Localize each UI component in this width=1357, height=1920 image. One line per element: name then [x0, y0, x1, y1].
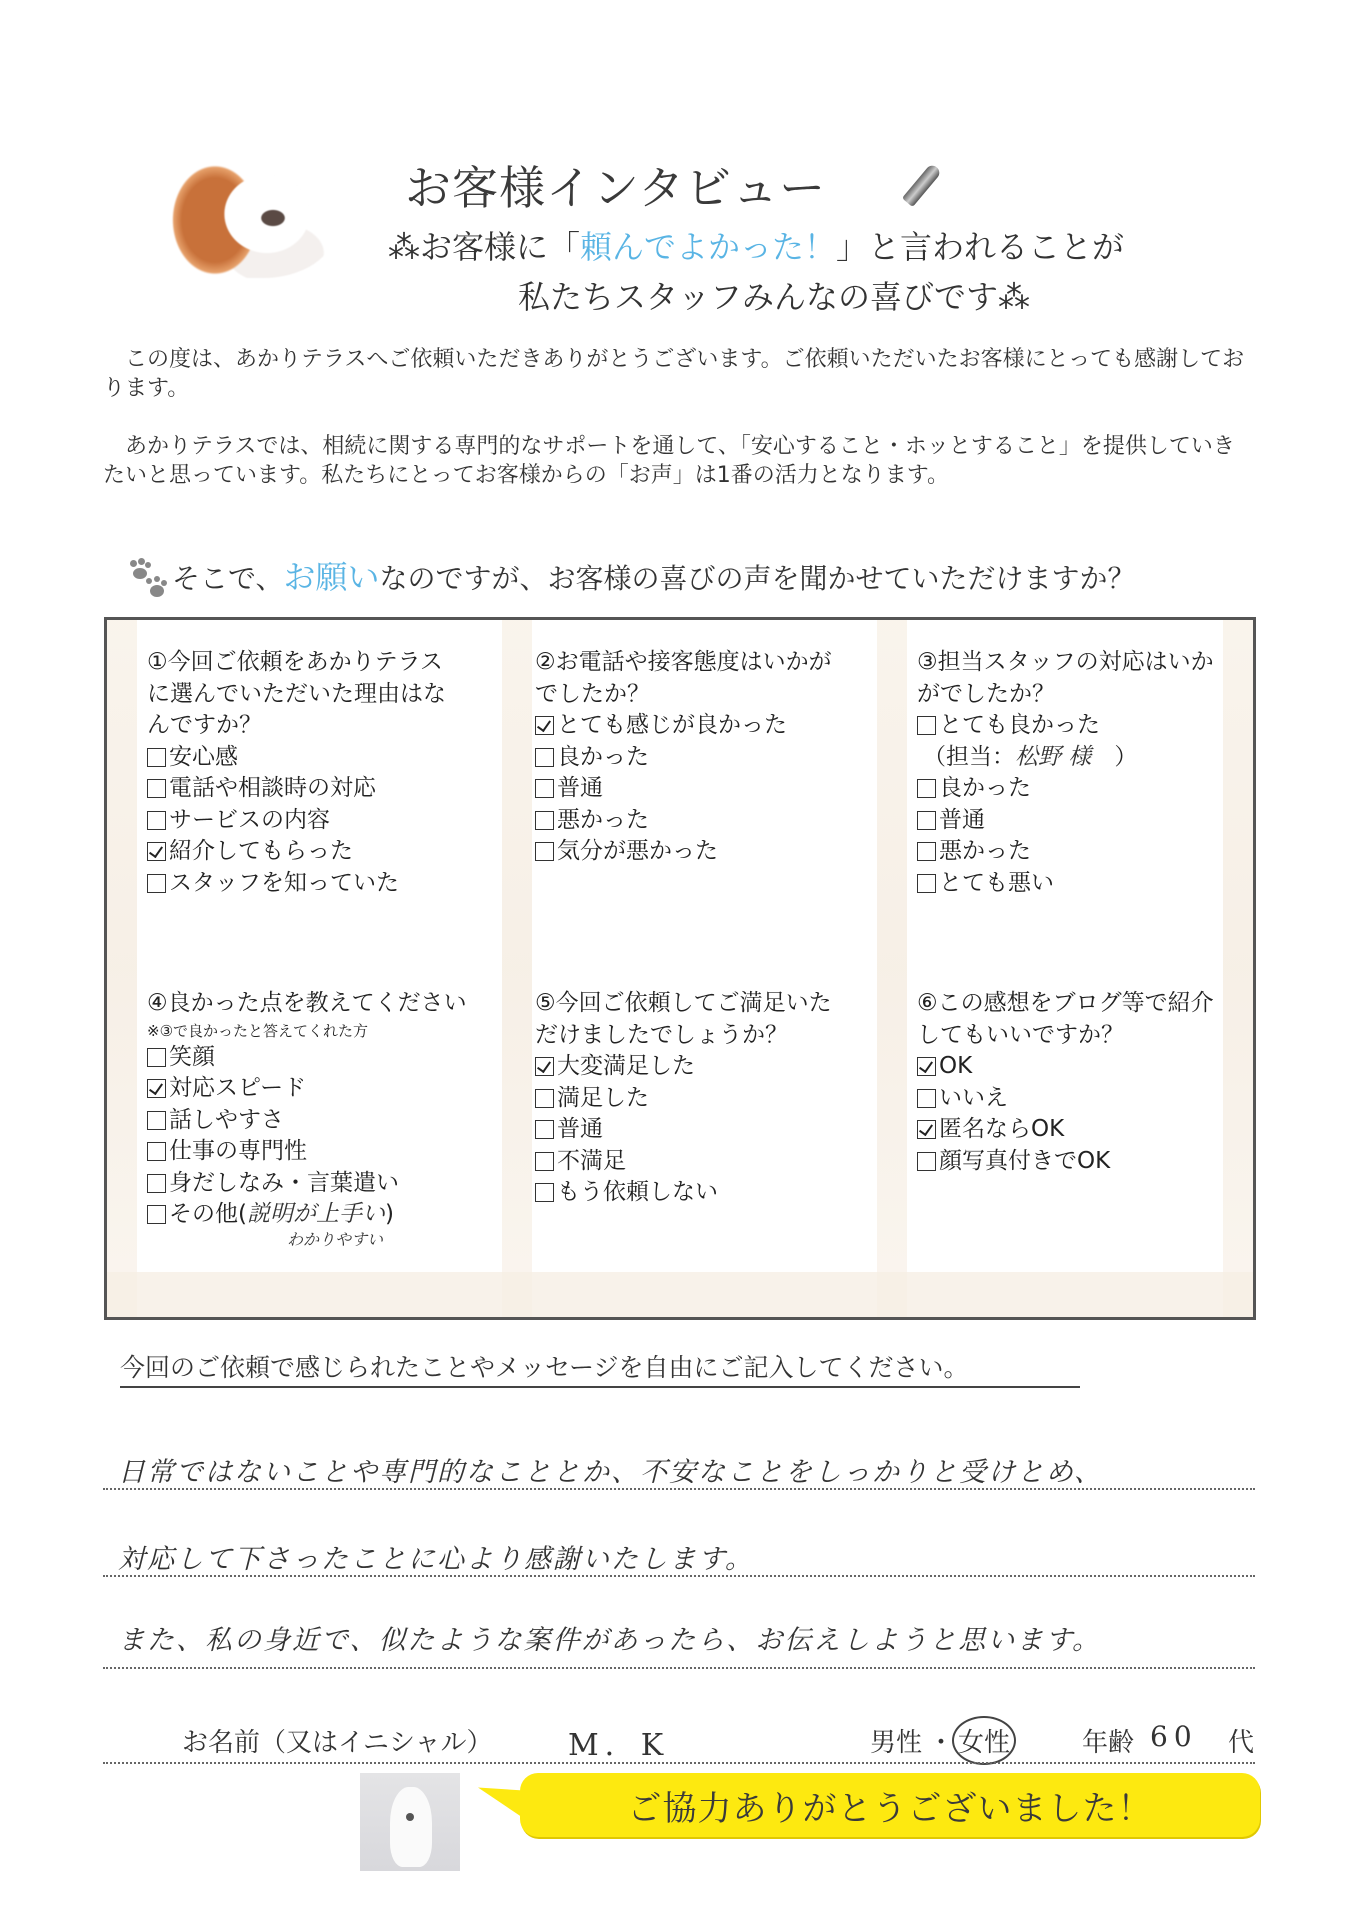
checkbox[interactable] — [147, 874, 166, 893]
option-very-good[interactable] — [917, 710, 1217, 742]
option-label: 大変満足した — [557, 1053, 695, 1079]
question-title: ②お電話や接客態度はいかがでしたか？ — [535, 649, 832, 707]
option-good[interactable] — [535, 742, 835, 774]
checkbox[interactable] — [917, 874, 936, 893]
option-label: 悪かった — [557, 806, 649, 833]
gender-option-male[interactable]: 男性 — [870, 1728, 923, 1758]
checkbox[interactable] — [147, 1174, 166, 1193]
gender-option-female-circled[interactable]: 女性 — [952, 1716, 1016, 1765]
question-1 — [147, 647, 457, 899]
microphone-icon — [902, 163, 942, 207]
option-label: 顔写真付きでOK — [939, 1147, 1111, 1174]
request-heading — [128, 552, 1135, 600]
option-label: とても悪い — [939, 869, 1054, 896]
tagline-highlight: 頼んでよかった！ — [580, 228, 837, 266]
question-title: ⑤今回ご依頼してご満足いただけましたでしょうか？ — [535, 990, 832, 1048]
option-ok[interactable] — [917, 1051, 1217, 1083]
option-label: 匿名ならOK — [939, 1116, 1065, 1142]
checkbox[interactable] — [147, 811, 166, 830]
option-anonymous-ok[interactable] — [917, 1114, 1217, 1146]
option-unsatisfied[interactable] — [535, 1146, 835, 1178]
checkbox[interactable] — [917, 716, 936, 735]
checkbox[interactable] — [147, 1111, 166, 1130]
speech-bubble-tail — [478, 1776, 524, 1819]
option-manners[interactable] — [147, 1168, 477, 1200]
checkbox[interactable] — [535, 1183, 554, 1202]
frame-texture — [107, 620, 137, 1317]
name-label: お名前（又はイニシャル） — [182, 1728, 493, 1758]
option-label: 話しやすさ — [169, 1106, 284, 1133]
option-phone-response[interactable] — [147, 773, 457, 805]
writing-line — [103, 1488, 1255, 1490]
option-smile[interactable] — [147, 1042, 477, 1074]
paw-print-icon — [128, 560, 168, 600]
other-text-note: わかりやすい — [287, 1229, 384, 1249]
question-6 — [917, 988, 1217, 1177]
option-service[interactable] — [147, 805, 457, 837]
option-other[interactable] — [147, 1199, 477, 1231]
frame-texture — [1223, 620, 1253, 1317]
message-line-3[interactable]: また、私の身近で、似たような案件があったら、お伝えしようと思います。 — [118, 1625, 1102, 1656]
checkbox[interactable] — [535, 748, 554, 767]
tagline-prefix: ⁂お客様に「 — [388, 228, 581, 266]
checkbox-checked[interactable] — [147, 842, 166, 861]
checkbox[interactable] — [917, 1152, 936, 1171]
tagline-suffix: 」と言われることが — [836, 228, 1125, 266]
beagle-photo — [155, 158, 335, 278]
age-suffix: 代 — [1228, 1728, 1255, 1758]
writing-line — [103, 1575, 1255, 1577]
option-easy-to-talk[interactable] — [147, 1105, 477, 1137]
question-title: ③担当スタッフの対応はいかがでしたか？ — [917, 649, 1214, 707]
question-title: ①今回ご依頼をあかりテラスに選んでいただいた理由はなんですか？ — [147, 649, 446, 738]
tagline-line1 — [388, 222, 1124, 268]
staff-name-line — [917, 742, 1217, 774]
checkbox-checked[interactable] — [535, 1057, 554, 1076]
checkbox[interactable] — [147, 779, 166, 798]
option-normal[interactable] — [535, 1114, 835, 1146]
option-no[interactable] — [917, 1083, 1217, 1115]
option-label: その他( — [169, 1201, 247, 1227]
question-4 — [147, 988, 477, 1249]
checkbox[interactable] — [535, 1089, 554, 1108]
option-label: 悪かった — [939, 838, 1031, 864]
free-message-heading: 今回のご依頼で感じられたことやメッセージを自由にご記入してください。 — [120, 1348, 1080, 1388]
question-title: ⑥この感想をブログ等で紹介してもいいですか？ — [917, 990, 1214, 1048]
message-line-2[interactable]: 対応して下さったことに心より感謝いたします。 — [118, 1544, 754, 1575]
option-very-bad[interactable] — [535, 836, 835, 868]
option-label: もう依頼しない — [557, 1179, 718, 1205]
name-field[interactable]: M．K — [568, 1728, 670, 1763]
option-label: 普通 — [939, 806, 985, 833]
option-label: スタッフを知っていた — [169, 869, 399, 896]
option-bad[interactable] — [535, 805, 835, 837]
question-5 — [535, 988, 835, 1209]
checkbox[interactable] — [917, 842, 936, 861]
option-label: 紹介してもらった — [169, 838, 353, 864]
writing-line — [103, 1667, 1255, 1669]
checkbox[interactable] — [917, 779, 936, 798]
message-line-1[interactable]: 日常ではないことや専門的なこととか、不安なことをしっかりと受けとめ、 — [118, 1457, 1103, 1488]
tagline-line2: 私たちスタッフみんなの喜びです⁂ — [518, 278, 1031, 316]
checkbox-checked[interactable] — [147, 1079, 166, 1098]
option-never-again[interactable] — [535, 1177, 835, 1209]
age-label: 年齢 — [1082, 1728, 1135, 1758]
option-label: 電話や相談時の対応 — [169, 775, 376, 801]
option-satisfied[interactable] — [535, 1083, 835, 1115]
checkbox[interactable] — [535, 811, 554, 830]
checkbox-checked[interactable] — [535, 716, 554, 735]
option-very-good[interactable] — [535, 710, 835, 742]
checkbox[interactable] — [535, 842, 554, 861]
other-text-field[interactable]: 説明が上手い — [246, 1201, 385, 1227]
option-label: 良かった — [557, 743, 649, 770]
option-normal[interactable] — [917, 805, 1217, 837]
intro-paragraph-2: あかりテラスでは、相続に関する専門的なサポートを通して、「安心すること・ホッとすること」を提供していきたいと思っています。私たちにとってお客様からの「お声」は1番の活力となります。 — [103, 434, 1235, 488]
option-label: いいえ — [939, 1084, 1008, 1111]
checkbox[interactable] — [917, 811, 936, 830]
frame-texture — [107, 1272, 1253, 1317]
option-label: 普通 — [557, 775, 603, 801]
option-label: サービスの内容 — [169, 806, 330, 833]
signature-line — [103, 1762, 1255, 1764]
option-label: 笑顔 — [169, 1043, 215, 1070]
request-suffix: なのですが、お客様の喜びの声を聞かせていただけますか？ — [379, 562, 1136, 595]
option-expertise[interactable] — [147, 1136, 477, 1168]
option-label: とても良かった — [939, 712, 1100, 738]
option-label: 仕事の専門性 — [169, 1138, 307, 1164]
frame-texture — [877, 620, 907, 1317]
checkbox[interactable] — [147, 748, 166, 767]
question-3 — [917, 647, 1217, 899]
question-title: ④良かった点を教えてください — [147, 990, 467, 1016]
option-good[interactable] — [917, 773, 1217, 805]
option-anshin[interactable] — [147, 742, 457, 774]
option-label: 気分が悪かった — [557, 838, 718, 864]
option-label: 普通 — [557, 1116, 603, 1142]
option-label: 良かった — [939, 775, 1031, 801]
option-label: 満足した — [557, 1084, 649, 1111]
page-title: お客様インタビュー — [405, 161, 827, 215]
request-highlight: お願い — [283, 558, 380, 596]
checkbox[interactable] — [147, 1142, 166, 1161]
option-bad[interactable] — [917, 836, 1217, 868]
option-label: OK — [939, 1053, 973, 1079]
staff-prefix: （担当： — [923, 743, 1015, 770]
option-label: 安心感 — [169, 743, 238, 770]
age-field[interactable]: 60 — [1150, 1720, 1198, 1753]
option-label: とても感じが良かった — [557, 712, 787, 738]
checkbox[interactable] — [535, 1120, 554, 1139]
staff-suffix: ） — [1091, 743, 1138, 770]
frame-texture — [502, 620, 532, 1317]
checkbox-checked[interactable] — [917, 1120, 936, 1139]
request-prefix: そこで、 — [172, 562, 284, 595]
checkbox[interactable] — [535, 1152, 554, 1171]
thanks-speech-bubble: ご協力ありがとうございました！ — [520, 1773, 1260, 1837]
checkbox-checked[interactable] — [917, 1057, 936, 1076]
other-close: ) — [384, 1201, 394, 1227]
checkbox[interactable] — [147, 1205, 166, 1224]
checkbox[interactable] — [535, 779, 554, 798]
question-2 — [535, 647, 835, 868]
option-speed[interactable] — [147, 1073, 477, 1105]
option-referral[interactable] — [147, 836, 457, 868]
option-very-satisfied[interactable] — [535, 1051, 835, 1083]
option-normal[interactable] — [535, 773, 835, 805]
option-label: 対応スピード — [169, 1075, 307, 1101]
intro-paragraph-1: この度は、あかりテラスへご依頼いただきありがとうございます。ご依頼いただいたお客様にとっても感謝しております。 — [103, 347, 1245, 401]
white-dog-photo — [360, 1773, 460, 1871]
staff-name-field[interactable]: 松野 様 — [1015, 743, 1092, 770]
checkbox[interactable] — [147, 1048, 166, 1067]
option-label: 不満足 — [557, 1147, 626, 1174]
option-label: 身だしなみ・言葉遣い — [169, 1169, 399, 1196]
question-note: ※③で良かったと答えてくれた方 — [147, 1021, 369, 1040]
checkbox[interactable] — [917, 1089, 936, 1108]
questionnaire-frame — [104, 617, 1256, 1320]
option-photo-ok[interactable] — [917, 1146, 1217, 1178]
option-very-bad[interactable] — [917, 868, 1217, 900]
gender-separator: ・ — [928, 1728, 955, 1758]
option-knew-staff[interactable] — [147, 868, 457, 900]
